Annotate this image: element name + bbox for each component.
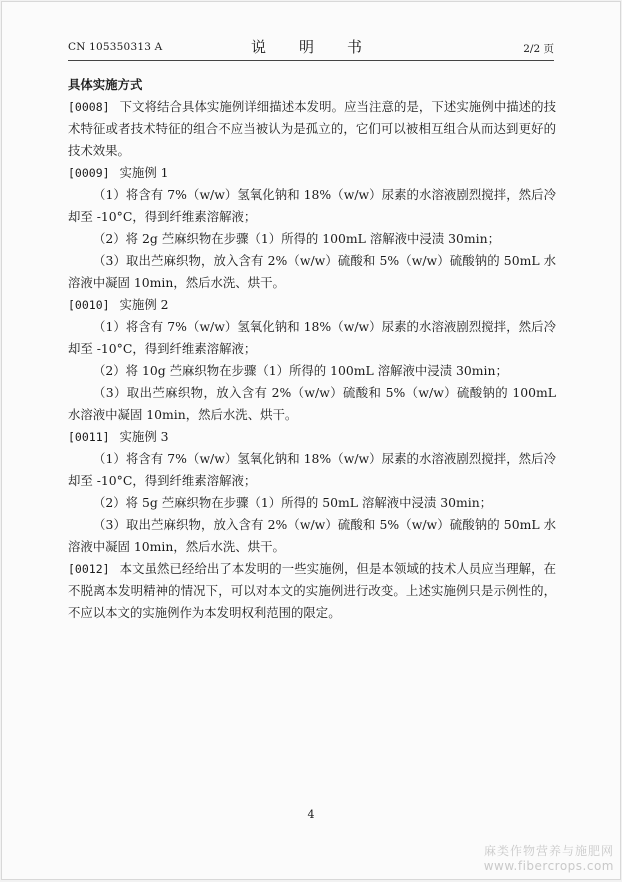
example-heading: 实施例 2 bbox=[119, 297, 169, 312]
paragraph-0008 bbox=[68, 96, 556, 162]
step-text: （2）将 2g 苎麻织物在步骤（1）所得的 100mL 溶解液中浸渍 30min； bbox=[93, 231, 500, 246]
section-heading: 具体实施方式 bbox=[68, 77, 143, 92]
step-text: （1）将含有 7%（w/w）氢氧化钠和 18%（w/w）尿素的水溶液剧烈搅拌，然后冷却至 -10°C，得到纤维素溶解液； bbox=[68, 451, 556, 488]
paragraph-text: 本文虽然已经给出了本发明的一些实施例，但是本领域的技术人员应当理解，在不脱离本发明精神的情况下，可以对本文的实施例进行改变。上述实施例只是示例性的，不应以本文的实施例作为本发明权利范围的限定。 bbox=[68, 561, 556, 620]
paragraph-0010 bbox=[68, 294, 556, 316]
step-text: （3）取出苎麻织物，放入含有 2%（w/w）硫酸和 5%（w/w）硫酸钠的 100mL 水溶液中凝固 10min，然后水洗、烘干。 bbox=[68, 385, 556, 422]
paragraph-number: [0009] bbox=[68, 166, 110, 180]
example-heading: 实施例 1 bbox=[119, 165, 169, 180]
watermark-site-name: 麻类作物营养与施肥网 bbox=[483, 844, 614, 858]
paragraph-number: [0008] bbox=[68, 100, 110, 114]
watermark-url: www.fibercrops.com bbox=[483, 859, 614, 873]
paragraph-number: [0011] bbox=[68, 430, 110, 444]
document-page bbox=[1, 1, 621, 880]
document-body bbox=[68, 74, 556, 624]
watermark bbox=[484, 842, 614, 873]
step-text: （2）将 5g 苎麻织物在步骤（1）所得的 50mL 溶解液中浸渍 30min； bbox=[93, 495, 493, 510]
paragraph-0009 bbox=[68, 162, 556, 184]
patent-number: CN 105350313 A bbox=[68, 41, 163, 53]
header-divider bbox=[68, 60, 554, 61]
step-text: （3）取出苎麻织物，放入含有 2%（w/w）硫酸和 5%（w/w）硫酸钠的 50mL 水溶液中凝固 10min，然后水洗、烘干。 bbox=[68, 517, 556, 554]
paragraph-number: [0012] bbox=[68, 562, 110, 576]
page-title: 说 明 书 bbox=[250, 38, 371, 56]
step-text: （2）将 10g 苎麻织物在步骤（1）所得的 100mL 溶解液中浸渍 30min； bbox=[93, 363, 508, 378]
step-text: （1）将含有 7%（w/w）氢氧化钠和 18%（w/w）尿素的水溶液剧烈搅拌，然后冷却至 -10°C，得到纤维素溶解液； bbox=[68, 319, 556, 356]
example-heading: 实施例 3 bbox=[119, 429, 169, 444]
page-indicator: 2/2 页 bbox=[523, 43, 554, 55]
step-text: （1）将含有 7%（w/w）氢氧化钠和 18%（w/w）尿素的水溶液剧烈搅拌，然后冷却至 -10°C，得到纤维素溶解液； bbox=[68, 187, 556, 224]
paragraph-0011 bbox=[68, 426, 556, 448]
step-text: （3）取出苎麻织物，放入含有 2%（w/w）硫酸和 5%（w/w）硫酸钠的 50mL 水溶液中凝固 10min，然后水洗、烘干。 bbox=[68, 253, 556, 290]
paragraph-number: [0010] bbox=[68, 298, 110, 312]
paragraph-text: 下文将结合具体实施例详细描述本发明。应当注意的是，下述实施例中描述的技术特征或者技术特征的组合不应当被认为是孤立的，它们可以被相互组合从而达到更好的技术效果。 bbox=[68, 99, 556, 158]
page-number: 4 bbox=[307, 808, 315, 821]
paragraph-0012 bbox=[68, 558, 556, 624]
